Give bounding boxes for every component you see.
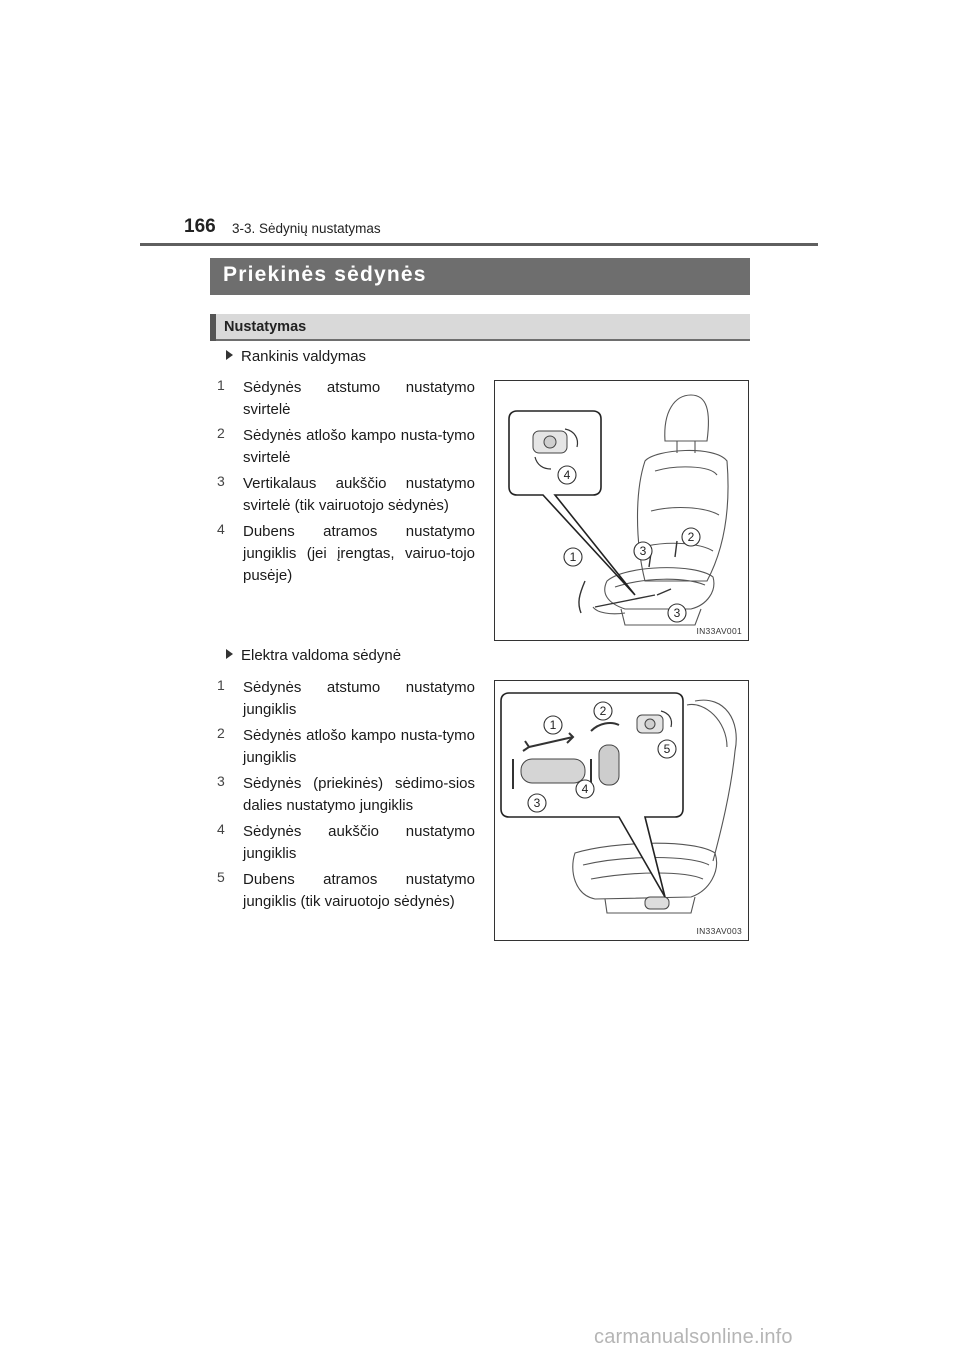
item-number: 2 — [217, 425, 225, 441]
item-number: 5 — [217, 869, 225, 885]
subheading: Nustatymas — [224, 319, 307, 335]
power-bullet — [226, 647, 401, 664]
item-text: Dubens atramos nustatymo jungiklis (jei įrengtas, vairuo-tojo pusėje) — [243, 523, 475, 584]
item-number: 1 — [217, 677, 225, 693]
item-number: 3 — [217, 773, 225, 789]
item-text: Sėdynės aukščio nustatymo jungiklis — [243, 823, 475, 862]
item-text: Sėdynės atstumo nustatymo jungiklis — [243, 679, 475, 718]
manual-bullet — [226, 348, 366, 365]
list-item — [217, 473, 475, 517]
item-text: Dubens atramos nustatymo jungiklis (tik vairuotojo sėdynės) — [243, 871, 475, 910]
subheading-marker — [210, 314, 216, 341]
callout-label: 3 — [673, 606, 681, 620]
callout-label: 3 — [639, 544, 647, 558]
page-title: Priekinės sėdynės — [210, 258, 750, 295]
item-number: 1 — [217, 377, 225, 393]
item-number: 4 — [217, 521, 225, 537]
power-seat-illustration — [495, 681, 748, 940]
item-text: Sėdynės (priekinės) sėdimo-sios dalies nustatymo jungiklis — [243, 775, 475, 814]
item-text: Sėdynės atstumo nustatymo svirtelė — [243, 379, 475, 418]
item-number: 4 — [217, 821, 225, 837]
list-item — [217, 377, 475, 421]
page-number: 166 — [184, 216, 216, 237]
item-number: 2 — [217, 725, 225, 741]
section-path: 3-3. Sėdynių nustatymas — [232, 221, 381, 236]
watermark: carmanualsonline.info — [594, 1326, 793, 1348]
callout-label: 4 — [581, 782, 589, 796]
list-item — [217, 725, 475, 769]
figure-code: IN33AV003 — [696, 926, 742, 936]
item-text: Sėdynės atlošo kampo nusta-tymo svirtelė — [243, 427, 475, 466]
triangle-bullet-icon — [226, 350, 233, 360]
list-item — [217, 869, 475, 913]
callout-label: 4 — [563, 468, 571, 482]
callout-label: 1 — [549, 718, 557, 732]
power-bullet-label: Elektra valdoma sėdynė — [241, 647, 402, 664]
triangle-bullet-icon — [226, 649, 233, 659]
manual-seat-figure — [494, 380, 749, 641]
callout-label: 3 — [533, 796, 541, 810]
item-text: Sėdynės atlošo kampo nusta-tymo jungiklis — [243, 727, 475, 766]
list-item — [217, 821, 475, 865]
power-seat-figure — [494, 680, 749, 941]
manual-bullet-label: Rankinis valdymas — [241, 348, 367, 365]
figure-code: IN33AV001 — [696, 626, 742, 636]
item-text: Vertikalaus aukščio nustatymo svirtelė (tik vairuotojo sėdynės) — [243, 475, 475, 514]
manual-seat-illustration — [495, 381, 748, 640]
list-item — [217, 521, 475, 587]
callout-label: 1 — [569, 550, 577, 564]
callout-label: 2 — [599, 704, 607, 718]
header-divider — [140, 243, 818, 246]
list-item — [217, 773, 475, 817]
callout-label: 2 — [687, 530, 695, 544]
list-item — [217, 677, 475, 721]
callout-label: 5 — [663, 742, 671, 756]
list-item — [217, 425, 475, 469]
item-number: 3 — [217, 473, 225, 489]
